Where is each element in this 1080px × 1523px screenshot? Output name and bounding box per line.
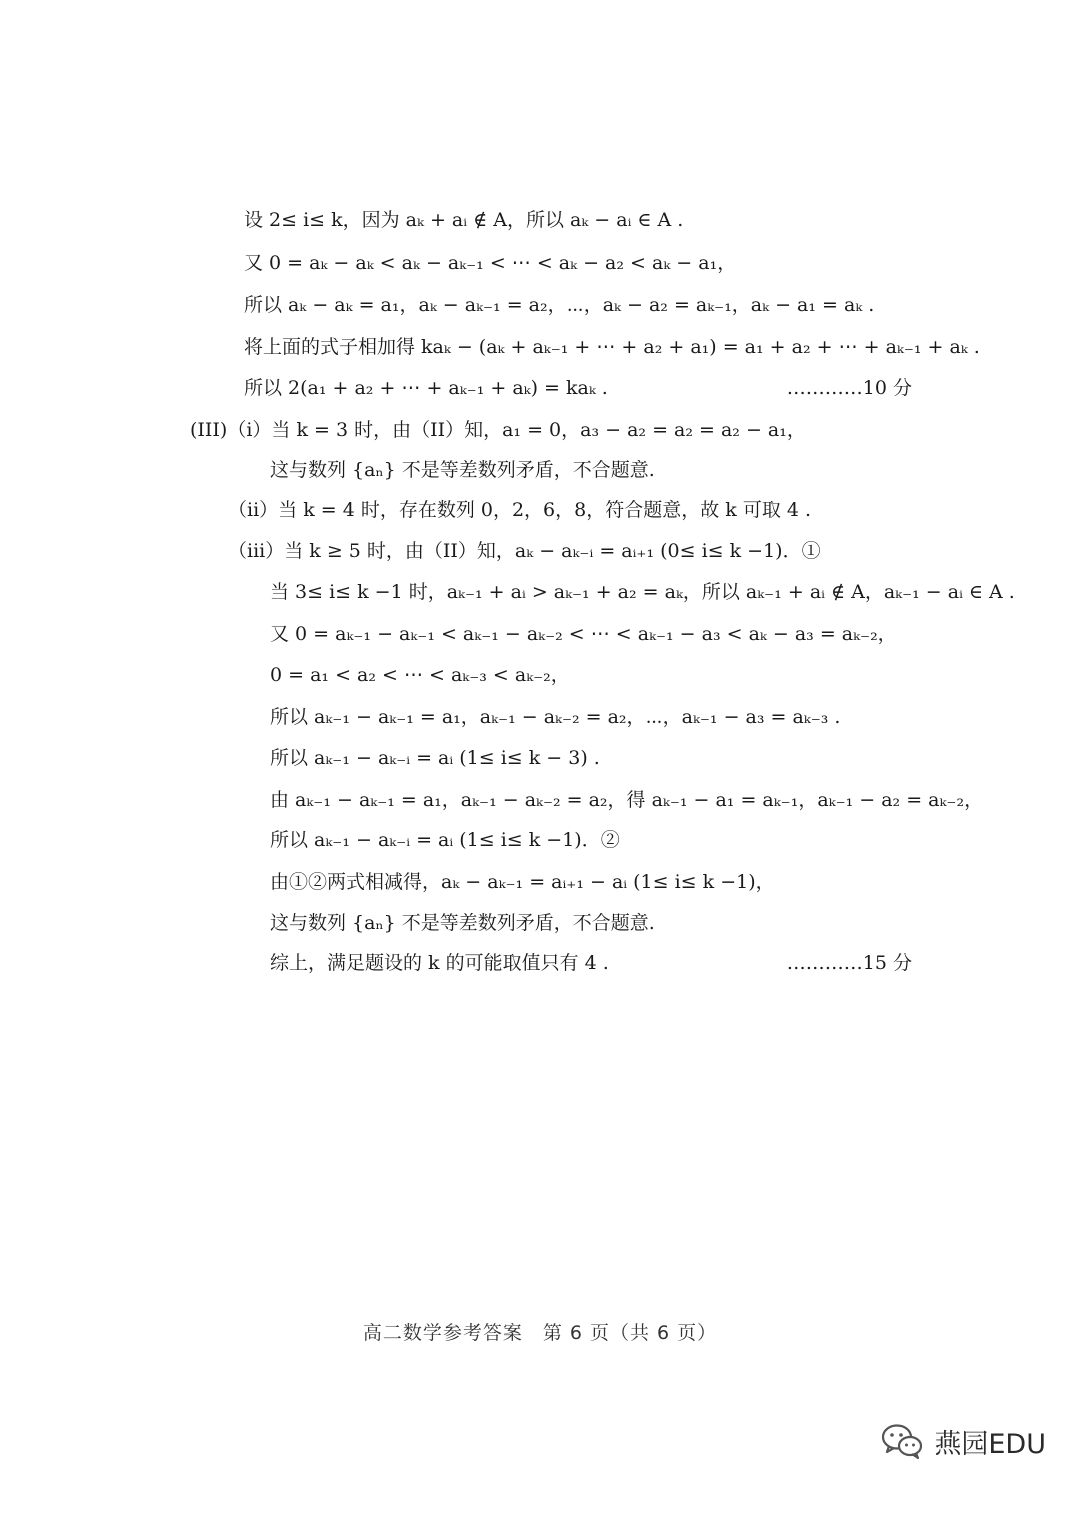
solution-line: 又 0 = aₖ − aₖ < aₖ − aₖ₋₁ < ⋯ < aₖ − a₂ < aₖ − a₁， <box>244 252 737 274</box>
case-ii-line: （ii）当 k = 4 时，存在数列 0，2，6，8，符合题意，故 k 可取 4 . <box>228 499 812 521</box>
page-footer: 高二数学参考答案 第 6 页（共 6 页） <box>362 1322 718 1344</box>
solution-line: 所以 aₖ₋₁ − aₖ₋ᵢ = aᵢ (1≤ i≤ k − 3) . <box>270 747 600 769</box>
conclusion-line: 综上，满足题设的 k 的可能取值只有 4 . <box>270 952 609 974</box>
solution-line: 0 = a₁ < a₂ < ⋯ < aₖ₋₃ < aₖ₋₂， <box>270 664 570 686</box>
solution-line: 所以 2(a₁ + a₂ + ⋯ + aₖ₋₁ + aₖ) = kaₖ . <box>244 377 608 399</box>
solution-line: 由 aₖ₋₁ − aₖ₋₁ = a₁，aₖ₋₁ − aₖ₋₂ = a₂，得 aₖ₋₁ − a₁ = aₖ₋₁，aₖ₋₁ − a₂ = aₖ₋₂， <box>270 789 984 811</box>
solution-line: 这与数列 {aₙ} 不是等差数列矛盾，不合题意. <box>270 912 655 934</box>
solution-line: 将上面的式子相加得 kaₖ − (aₖ + aₖ₋₁ + ⋯ + a₂ + a₁) = a₁ + a₂ + ⋯ + aₖ₋₁ + aₖ . <box>244 336 980 358</box>
solution-line: 所以 aₖ − aₖ = a₁，aₖ − aₖ₋₁ = a₂，⋯，aₖ − a₂ = aₖ₋₁，aₖ − a₁ = aₖ . <box>244 294 875 316</box>
score-marker: …………15 分 <box>786 952 912 974</box>
solution-line: 设 2≤ i≤ k，因为 aₖ + aᵢ ∉ A，所以 aₖ − aᵢ ∈ A . <box>244 209 684 231</box>
watermark-text: 燕园EDU <box>934 1428 1046 1460</box>
solution-line: 所以 aₖ₋₁ − aₖ₋ᵢ = aᵢ (1≤ i≤ k −1)．② <box>270 829 620 851</box>
solution-line: 由①②两式相减得，aₖ − aₖ₋₁ = aᵢ₊₁ − aᵢ (1≤ i≤ k −1)， <box>270 871 775 893</box>
wechat-icon <box>880 1421 924 1461</box>
watermark <box>880 1421 1046 1461</box>
case-iii-line: （iii）当 k ≥ 5 时，由（II）知，aₖ − aₖ₋ᵢ = aᵢ₊₁ (0≤ i≤ k −1)．① <box>228 540 821 562</box>
part-iii-heading: (III)（i）当 k = 3 时，由（II）知，a₁ = 0，a₃ − a₂ = a₂ = a₂ − a₁， <box>190 419 806 441</box>
solution-line: 这与数列 {aₙ} 不是等差数列矛盾，不合题意. <box>270 459 655 481</box>
solution-line: 又 0 = aₖ₋₁ − aₖ₋₁ < aₖ₋₁ − aₖ₋₂ < ⋯ < aₖ₋₁ − a₃ < aₖ − a₃ = aₖ₋₂， <box>270 623 897 645</box>
solution-line: 所以 aₖ₋₁ − aₖ₋₁ = a₁，aₖ₋₁ − aₖ₋₂ = a₂，⋯，aₖ₋₁ − a₃ = aₖ₋₃ . <box>270 706 841 728</box>
score-marker: …………10 分 <box>786 377 912 399</box>
solution-line: 当 3≤ i≤ k −1 时，aₖ₋₁ + aᵢ > aₖ₋₁ + a₂ = aₖ，所以 aₖ₋₁ + aᵢ ∉ A，aₖ₋₁ − aᵢ ∈ A . <box>270 581 1015 603</box>
